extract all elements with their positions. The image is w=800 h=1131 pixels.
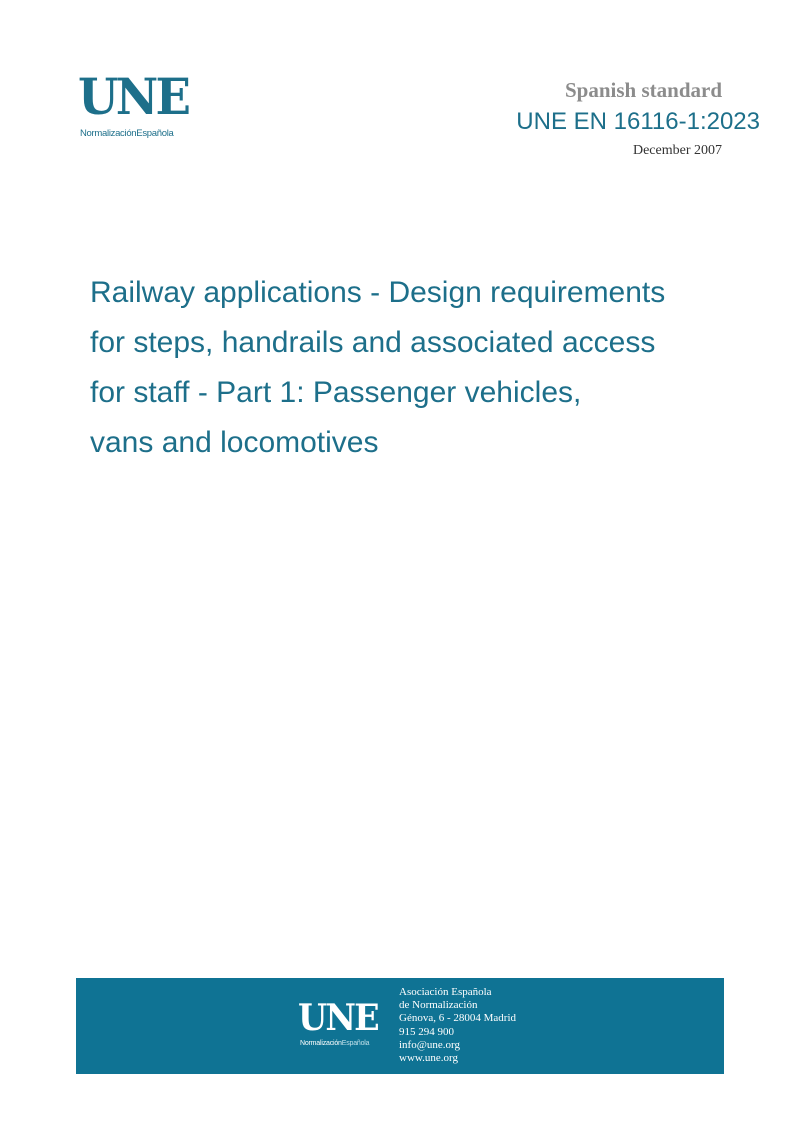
title-line: Railway applications - Design requirements: [90, 276, 666, 309]
footer-address: Génova, 6 - 28004 Madrid: [399, 1012, 517, 1025]
footer-org-name-1: Asociación Española: [399, 986, 492, 998]
footer-une-logo: [298, 997, 388, 1060]
document-type: Spanish standard: [565, 78, 722, 102]
footer-logo-mark: UNE: [298, 997, 378, 1039]
footer-logo-sub-normalizacion: Normalización: [300, 1040, 342, 1047]
footer-band: [76, 978, 724, 1074]
logo-sub-espanola: Española: [136, 128, 174, 139]
une-logo-subtitle: [80, 128, 174, 139]
footer-logo-subtitle: [300, 1040, 369, 1047]
footer-phone: 915 294 900: [399, 1025, 454, 1038]
title-line: vans and locomotives: [90, 426, 379, 459]
footer-email-link[interactable]: info@une.org: [399, 1038, 460, 1051]
publication-date: December 2007: [632, 143, 722, 158]
footer-logo-sub-espanola: Española: [341, 1040, 370, 1047]
standard-code: UNE EN 16116-1:2023: [516, 108, 760, 135]
une-logo-mark: UNE: [78, 67, 189, 126]
document-title: [90, 268, 750, 468]
footer-org-name-2: de Normalización: [399, 999, 478, 1012]
footer-website-link[interactable]: www.une.org: [399, 1052, 458, 1065]
logo-sub-normalizacion: Normalización: [80, 128, 137, 139]
title-line: for staff - Part 1: Passenger vehicles,: [90, 376, 582, 409]
footer-contact-info: [399, 986, 516, 1065]
title-line: for steps, handrails and associated access: [90, 326, 656, 359]
une-logo: [78, 67, 198, 144]
